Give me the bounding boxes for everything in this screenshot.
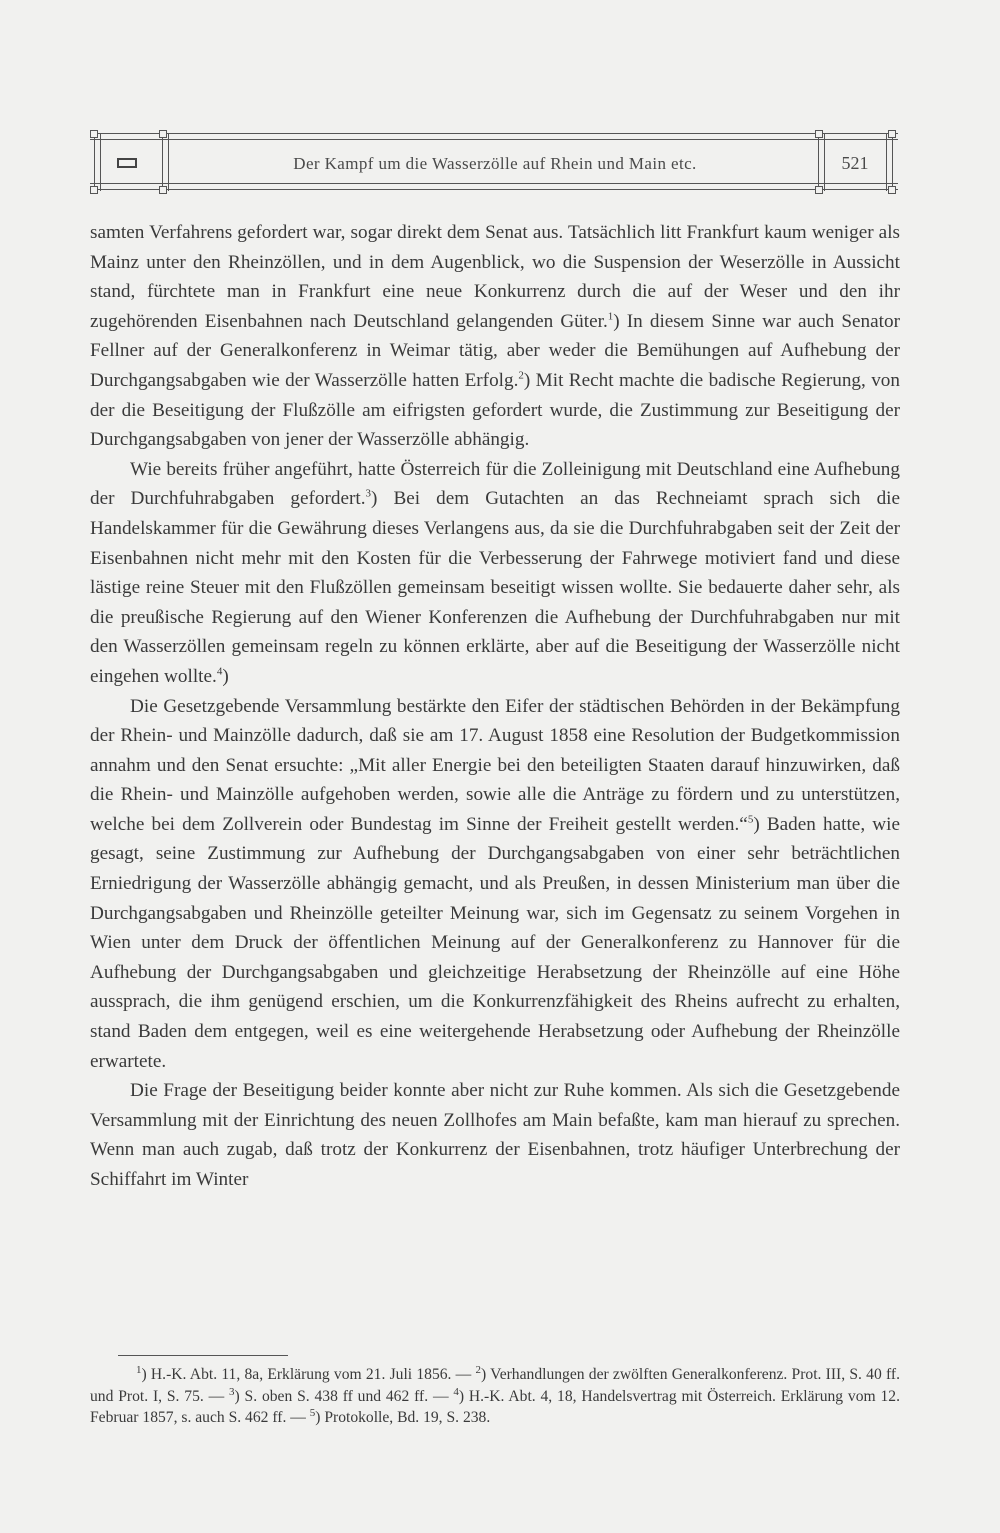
footnotes bbox=[90, 1364, 900, 1429]
footnote-text: ) Protokolle, Bd. 19, S. 238. bbox=[315, 1409, 491, 1426]
header-left-inner-rule bbox=[100, 133, 101, 191]
footnote-marker: 4 bbox=[453, 1385, 459, 1398]
header-corner bbox=[815, 130, 823, 138]
footnote-text: ) S. oben S. 438 ff und 462 ff. — bbox=[234, 1387, 454, 1405]
header-bottom-inner-rule bbox=[90, 183, 898, 184]
header-corner bbox=[888, 130, 896, 138]
running-title: Der Kampf um die Wasserzölle auf Rhein und Main etc. bbox=[293, 154, 697, 173]
header-corner bbox=[159, 186, 167, 194]
header-folio-divider bbox=[818, 133, 819, 191]
header-corner bbox=[90, 130, 98, 138]
page-header bbox=[90, 133, 898, 191]
footnote-ref: 2 bbox=[518, 369, 524, 382]
header-top-inner-rule bbox=[90, 139, 898, 140]
footnote-block bbox=[90, 1364, 900, 1429]
footnote-text: ) Verhandlungen der zwölften Generalkonferenz. Prot. III, S. 40 ff. und Prot. I, S. 75. — bbox=[90, 1366, 901, 1405]
footnote-ref: 5 bbox=[747, 813, 754, 826]
header-bottom-rule bbox=[90, 189, 898, 190]
text-run: ) Mit Recht machte die badische Regierung, von der die Beseitigung der Flußzölle am eifrigsten gefordert wurde, die Zustimmung zur Beseitigung der Durchgangsabgaben von jener der Wasserzölle abhängig. bbox=[90, 369, 900, 451]
header-ornament-divider bbox=[162, 133, 163, 191]
header-left-rule bbox=[94, 133, 95, 191]
footnote-ref: 1 bbox=[607, 310, 614, 323]
header-right-rule bbox=[892, 133, 893, 191]
text-run: ) bbox=[222, 665, 229, 687]
text-run: ) Baden hatte, wie gesagt, seine Zustimmung zur Aufhebung der Durchgangsabgaben von einer sehr beträchtlichen Erniedrigung der Wasserzölle abhängig gemacht, und als Preußen, in dessen Ministerium man über die Durchgangsabgaben und Rheinzölle geteilter Meinung war, sich im Gegensatz zu seinem Vorgehen in Wien unter dem Druck der öffentlichen Meinung auf der Generalkonferenz zu Hannover für die Aufhebung der Durchgangsabgaben und gleichzeitige Herabsetzung der Rheinzölle auf eine Höhe aussprach, die ihm genügend erschien, um die Konkurrenzfähigkeit des Rheins aufrecht zu erhalten, stand Baden dem entgegen, weil es eine weitergehende Herabsetzung oder Aufhebung der Rheinzölle erwartete. bbox=[90, 813, 900, 1072]
footnote-marker: 1 bbox=[136, 1363, 142, 1376]
paragraph bbox=[90, 455, 900, 692]
footnote-separator bbox=[118, 1355, 288, 1356]
paragraph bbox=[90, 692, 900, 1077]
footnote-marker: 2 bbox=[475, 1363, 482, 1376]
paragraph: Die Frage der Beseitigung beider konnte aber nicht zur Ruhe kommen. Als sich die Gesetzgebende Versammlung mit der Einrichtung des neuen Zollhofes am Main befaßte, kam man hierauf zu sprechen. Wenn man auch zugab, daß trotz der Konkurrenz der Eisenbahnen, trotz häufiger Unterbrechung der Schiffahrt im Winter bbox=[90, 1080, 900, 1190]
text-run: samten Verfahrens gefordert war, sogar direkt dem Senat aus. Tatsächlich litt Frankfurt kaum weniger als Mainz unter den Rheinzöllen, und in dem Augenblick, wo die Suspension der Weserzölle in Aussicht stand, fürchtete man in Frankfurt eine neue Konkurrenz durch die auf der Weser und den ihr zugehörenden Eisenbahnen nach Deutschland gelangenden Güter. bbox=[90, 222, 900, 332]
footnote-text: ) H.-K. Abt. 4, 18, Handelsvertrag mit Österreich. Erklärung vom 12. Februar 1857, s. auch S. 462 ff. — bbox=[90, 1387, 900, 1426]
paragraph bbox=[90, 218, 900, 455]
header-top-rule bbox=[90, 133, 898, 134]
header-corner bbox=[815, 186, 823, 194]
main-text bbox=[90, 218, 900, 1195]
footnote-marker: 5 bbox=[309, 1406, 316, 1419]
header-corner bbox=[888, 186, 896, 194]
text-run: ) Bei dem Gutachten an das Rechneiamt sprach sich die Handelskammer für die Gewährung dieses Verlangens aus, da sie die Durchfuhrabgaben seit der Zeit der Eisenbahnen nicht mehr mit den Kosten für die Verbesserung der Fahrwege motiviert fand und diese lästige reine Steuer mit den Flußzöllen gemeinsam beseitigt wissen wollte. Sie bedauerte daher sehr, als die preußische Regierung auf den Wiener Konferenzen die Aufhebung der Durchfuhrabgaben nur mit den Wasserzöllen gemeinsam regeln zu können erklärte, aber auf die Beseitigung der Wasserzölle nicht eingehen wollte. bbox=[90, 488, 901, 687]
text-run: Die Gesetzgebende Versammlung bestärkte den Eifer der städtischen Behörden in der Bekämpfung der Rhein- und Mainzölle dadurch, daß sie am 17. August 1858 eine Resolution der Budgetkommission annahm und den Senat ersuchte: „Mit aller Energie bei den beteiligten Staaten darauf hinzuwirken, daß die Rhein- und Mainzölle aufgehoben werden, sowie alle die Anträge zu fördern und zu unterstützen, welche bei dem Zollverein oder Bundestag im Sinne der Freiheit gestellt werden.“ bbox=[90, 695, 900, 835]
header-ornament-divider-inner bbox=[168, 133, 169, 191]
header-ornament-icon bbox=[117, 158, 137, 168]
header-corner bbox=[90, 186, 98, 194]
page-number: 521 bbox=[841, 153, 869, 173]
text-run: Wie bereits früher angeführt, hatte Österreich für die Zolleinigung mit Deutschland eine Aufhebung der Durchfuhrabgaben gefordert. bbox=[90, 458, 900, 510]
header-corner bbox=[159, 130, 167, 138]
footnote-marker: 3 bbox=[229, 1385, 235, 1398]
footnote-ref: 3 bbox=[365, 487, 372, 500]
footnote-ref: 4 bbox=[216, 665, 223, 678]
text-run: ) In diesem Sinne war auch Senator Fellner auf der Generalkonferenz in Weimar tätig, aber weder die Bemühungen auf Aufhebung der Durchgangsabgaben wie der Wasserzölle hatten Erfolg. bbox=[90, 310, 900, 391]
footnote-text: ) H.-K. Abt. 11, 8a, Erklärung vom 21. Juli 1856. — bbox=[141, 1366, 476, 1383]
